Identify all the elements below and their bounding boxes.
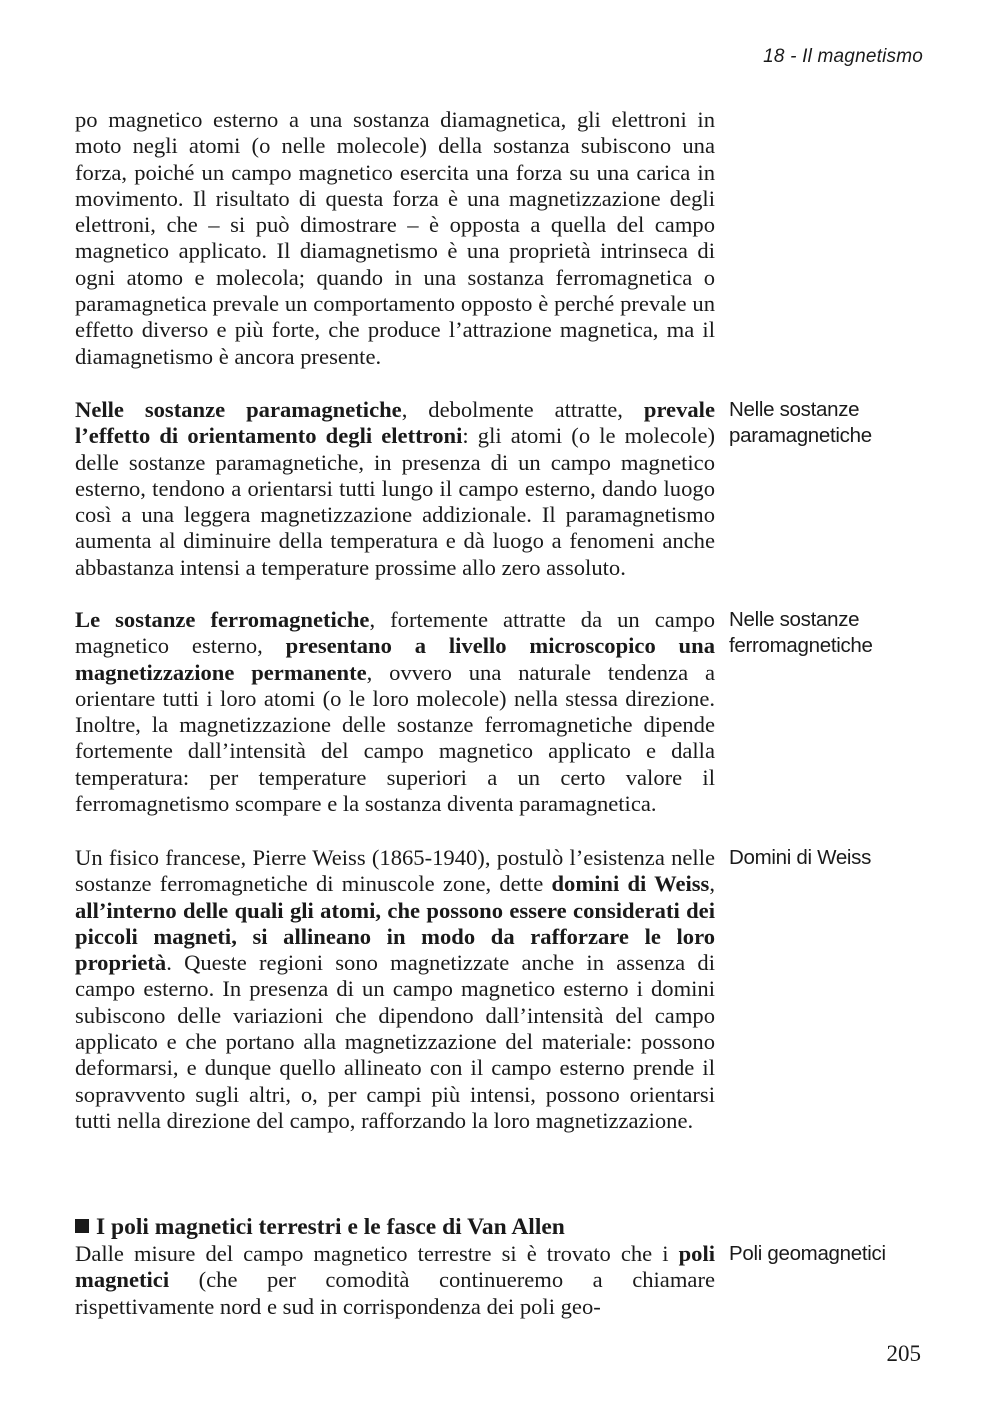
text-run: po magnetico esterno a una sostanza diamagnetica, gli elettroni in moto negli atomi (o nelle molecole) della sostanza subiscono una forza, poiché un campo magnetico esercita una forza su una carica in movimento. Il risultato di questa forza è una magnetizzazione degli elettroni, che – si può dimostrare – è opposta a quella del campo magnetico applicato. Il diamagnetismo è una proprietà intrinseca di ogni atomo e molecola; quando in una sostanza ferromagnetica o paramagnetica prevale un comportamento opposto è perché prevale un effetto diverso e più forte, che produce l’attrazione magnetica, ma il diamagnetismo è ancora presente. xyxy=(75,107,715,369)
margin-note-geomagnetic-poles: Poli geomagnetici xyxy=(729,1242,886,1265)
paragraph-ferromagnetic xyxy=(75,607,715,817)
margin-note-ferromagnetic: Nelle sostanze ferromagnetiche xyxy=(729,608,873,657)
running-head: 18 - Il magnetismo xyxy=(763,46,923,67)
paragraph-diamagnetism xyxy=(75,107,715,370)
margin-note-weiss-domains: Domini di Weiss xyxy=(729,846,872,869)
bold-term: poli magnetici xyxy=(75,1241,715,1293)
bold-term: Le sostanze ferromagnetiche xyxy=(75,607,370,632)
paragraph-text xyxy=(75,607,715,817)
bold-term: Nelle sostanze paramagnetiche xyxy=(75,397,402,422)
text-run: Dalle misure del campo magnetico terrestre si è trovato che i xyxy=(75,1241,679,1266)
bold-statement: all’interno delle quali gli atomi, che possono essere considerati dei piccoli magneti, si allineano in modo da rafforzare le loro proprietà xyxy=(75,897,715,976)
page-number: 205 xyxy=(886,1341,921,1366)
bold-statement: presentano a livello microscopico una magnetizzazione permanente xyxy=(75,633,715,685)
square-bullet-icon xyxy=(75,1219,89,1233)
text-run: , xyxy=(709,871,715,897)
paragraph-text xyxy=(75,1241,715,1320)
bold-term: domini di Weiss xyxy=(551,871,710,897)
text-run: (che per comodità continueremo a chiamare rispettivamente nord e sud in corrispondenza dei poli geo- xyxy=(75,1267,715,1319)
text-run: , ovvero una naturale tendenza a orientare tutti i loro atomi (o le loro molecole) nella stessa direzione. Inoltre, la magnetizzazione delle sostanze ferromagnetiche dipende fortemente dall’intensità del campo magnetico applicato e dalla temperatura: per temperature superiori a un certo valore il ferromagnetismo scompare e la sostanza diventa paramagnetica. xyxy=(75,659,715,817)
section-heading-text: I poli magnetici terrestri e le fasce di Van Allen xyxy=(96,1214,565,1240)
text-run: , fortemente attratte da un campo magnetico esterno, xyxy=(75,607,715,659)
paragraph-paramagnetic xyxy=(75,397,715,581)
text-run: , debolmente attratte, xyxy=(401,397,644,422)
paragraph-magnetic-poles xyxy=(75,1241,715,1320)
paragraph-weiss-domains xyxy=(75,845,715,1134)
paragraph-text xyxy=(75,397,715,581)
section-heading xyxy=(75,1213,735,1241)
paragraph-text xyxy=(75,107,715,370)
text-run: Un fisico francese, Pierre Weiss (1865-1940), postulò l’esistenza nelle sostanze ferromagnetiche di minuscole zone, dette xyxy=(75,845,715,897)
margin-note-paramagnetic: Nelle sostanze paramagnetiche xyxy=(729,398,872,447)
bold-statement: prevale l’effetto di orientamento degli elettroni xyxy=(75,397,715,449)
paragraph-text xyxy=(75,845,715,1134)
text-run: . Queste regioni sono magnetizzate anche in assenza di campo esterno. In presenza di un campo magnetico esterno i domini subiscono delle variazioni che dipendono dall’intensità del campo applicato e che portano alla magnetizzazione del materiale: possono deformarsi, e dunque quello allineato con il campo esterno prende il sopravvento sugli altri, o, per campi più intensi, possono orientarsi tutti nella direzione del campo, rafforzando la loro magnetizzazione. xyxy=(75,950,715,1133)
text-run: : gli atomi (o le molecole) delle sostanze paramagnetiche, in presenza di un campo magnetico esterno, tendono a orientarsi tutti lungo il campo esterno, dando luogo così a una leggera magnetizzazione addizionale. Il paramagnetismo aumenta al diminuire della temperatura e dà luogo a fenomeni anche abbastanza intensi a temperature prossime allo zero assoluto. xyxy=(75,423,715,580)
